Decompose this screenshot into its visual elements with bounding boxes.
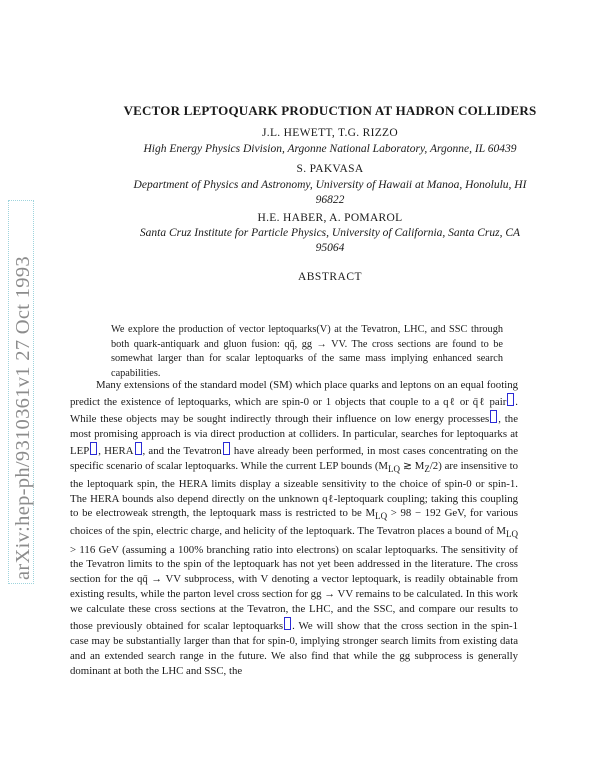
author-line-1: J.L. HEWETT, T.G. RIZZO — [262, 127, 398, 139]
body-paragraph — [70, 378, 518, 679]
citation-link[interactable] — [284, 617, 291, 630]
body-segment: . While these objects may be sought indirectly through their influence on low energy processes — [70, 395, 518, 425]
subscript: LQ — [506, 529, 518, 540]
abstract-heading: ABSTRACT — [297, 271, 363, 283]
body-segment: ≳ M — [400, 459, 425, 472]
subscript: Z — [424, 463, 430, 474]
body-segment: . We will show that the cross section in the spin-1 case may be substantially larger than that for spin-0, implying stronger search limits from existing data and an extended search range in the future. We also find that while the gg subprocess is generally dominant at both the LHC and SSC, the — [70, 620, 518, 677]
citation-link[interactable] — [490, 410, 497, 423]
body-segment: Many extensions of the standard model (SM) which place quarks and leptons on an equal footing predict the existence of leptoquarks, which are spin-0 or 1 objects that couple to a qℓ or q̄ℓ pair — [70, 379, 518, 408]
author-line-2: S. PAKVASA — [296, 163, 364, 175]
affiliation-3-line-2: 95064 — [315, 242, 345, 254]
body-segment: have already been performed, in most cases concentrating on the specific scenario of scalar leptoquarks. While the current LEP bounds (M — [70, 444, 518, 472]
author-line-3: H.E. HABER, A. POMAROL — [257, 212, 403, 224]
abstract-text: We explore the production of vector leptoquarks(V) at the Tevatron, LHC, and SSC through both quark-antiquark and gluon fusion: qq̄, gg → VV. The cross sections are found to be somewhat larger than for scalar leptoquarks of the same mass implying enhanced search capabilities. — [111, 324, 503, 379]
body-segment: > 98 − 192 GeV, for various choices of the spin, electric charge, and helicity of the leptoquark. The Tevatron places a bound of M — [70, 507, 518, 538]
citation-link[interactable] — [135, 442, 142, 455]
body-text — [70, 378, 518, 679]
citation-link[interactable] — [507, 393, 514, 406]
subscript: LQ — [388, 463, 401, 474]
affiliation-1: High Energy Physics Division, Argonne National Laboratory, Argonne, IL 60439 — [143, 143, 517, 155]
arxiv-identifier-stamp[interactable]: arXiv:hep-ph/9310361v1 27 Oct 1993 — [12, 256, 34, 580]
body-segment: , the most promising approach is via direct production at colliders. In particular, searches for leptoquarks at LEP — [70, 412, 518, 457]
affiliation-2-line-2: 96822 — [315, 194, 345, 206]
subscript: LQ — [375, 511, 388, 522]
citation-link[interactable] — [223, 442, 230, 455]
body-segment: , HERA — [98, 444, 134, 457]
citation-link[interactable] — [90, 442, 97, 455]
affiliation-3-line-1: Santa Cruz Institute for Particle Physics, University of California, Santa Cruz, CA — [139, 227, 521, 239]
body-segment: > 116 GeV (assuming a 100% branching ratio into electrons) on scalar leptoquarks. The sensitivity of the Tevatron limits to the spin of the leptoquark has not yet been addressed in the literature. The cross section for the qq̄ → VV subprocess, with V denoting a vector leptoquark, is readily obtainable from existing results, while the parton level cross section for gg → VV remains to be calculated. In this work we calculate these cross sections at the Tevatron, the LHC, and the SSC, and compare our results to those previously obtained for scalar leptoquarks — [70, 543, 518, 633]
paper-title: VECTOR LEPTOQUARK PRODUCTION AT HADRON COLLIDERS — [123, 103, 537, 118]
affiliation-2-line-1: Department of Physics and Astronomy, University of Hawaii at Manoa, Honolulu, HI — [133, 179, 527, 191]
body-segment: , and the Tevatron — [142, 444, 222, 457]
body-segment: /2) are insensitive to the leptoquark spin, the HERA limits display a sizeable sensitivity to the choice of spin-0 or spin-1. The HERA bounds also depend directly on the unknown qℓ-leptoquark coupling; taking this coupling to be electroweak strength, the leptoquark mass is restricted to be M — [70, 459, 519, 520]
